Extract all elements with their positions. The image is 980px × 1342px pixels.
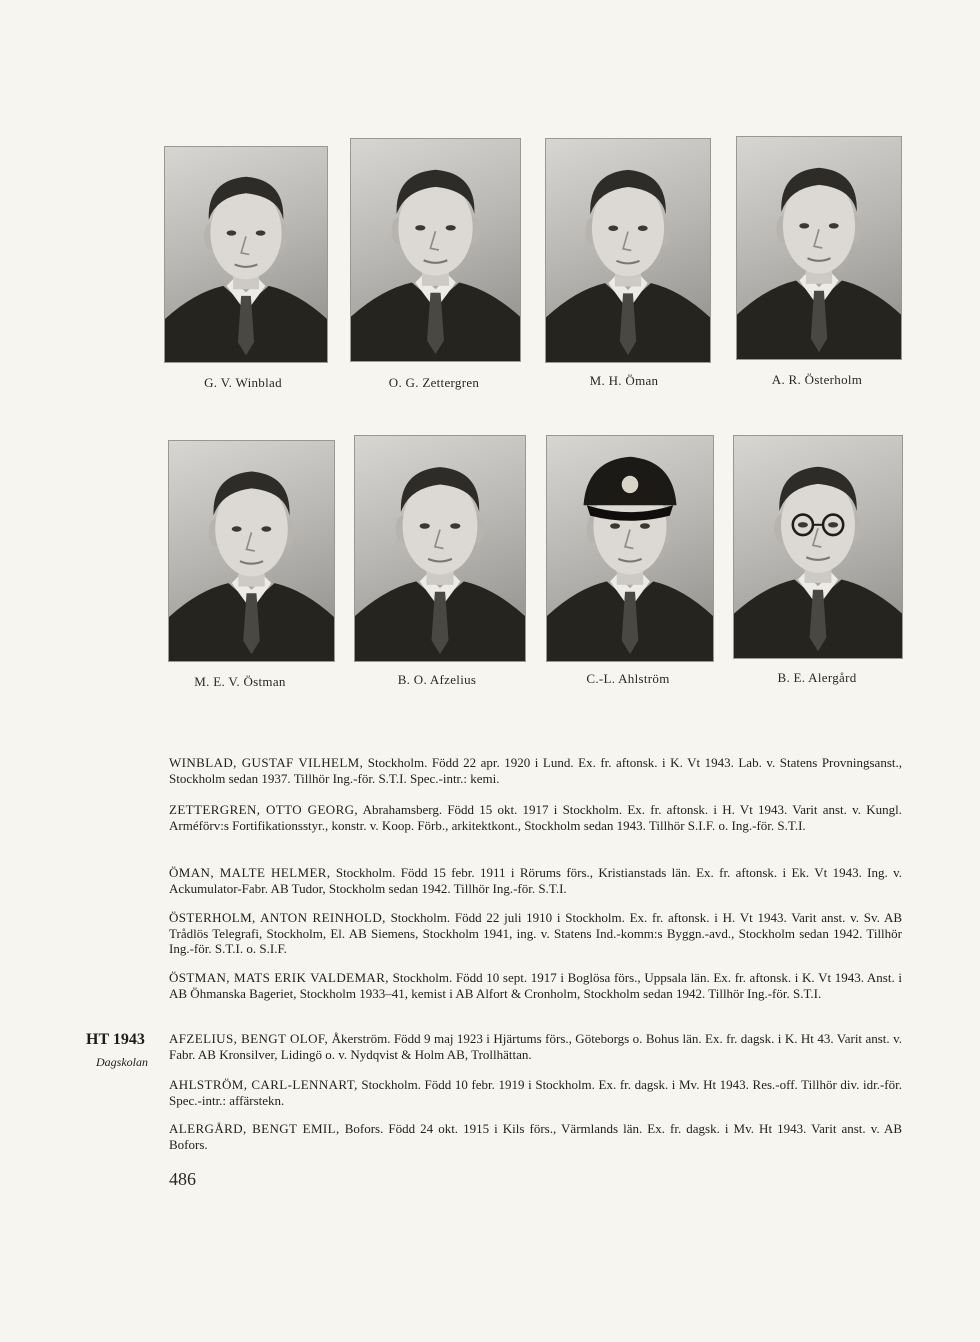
portrait-photo-afzelius [354,435,526,662]
bio-entry [169,1031,902,1062]
eye-shape [450,523,460,529]
bio-entry-name: ALERGÅRD, BENGT EMIL, [169,1121,340,1136]
bio-entry-text: Stockholm. Född 15 febr. 1911 i Rörums förs., Kristianstads län. Ex. fr. aftonsk. i Ek. Vt 1943. Ing. v. Ackumulator-Fabr. AB Tudor, Stockholm sedan 1942. Tillhör Ing.-för. S.T.I. [169,865,903,896]
portrait-caption: C.-L. Ahlström [586,671,670,686]
eye-shape [608,225,618,230]
portrait-photo-ostman [168,440,335,662]
section-sublabel: Dagskolan [96,1055,148,1069]
portrait-photo-oman [545,138,711,363]
eye-shape [610,523,620,529]
portrait-caption: B. E. Alergård [777,670,857,685]
eye-shape [798,522,808,527]
portrait-photo-zettergren [350,138,521,362]
bio-entry-name: ZETTERGREN, OTTO GEORG, [169,802,359,817]
eye-shape [829,223,839,228]
portrait-caption: M. E. V. Östman [194,674,286,689]
portrait-caption: A. R. Österholm [771,372,863,387]
page-number: 486 [169,1169,196,1189]
eye-shape [446,225,456,230]
portrait-caption: B. O. Afzelius [397,672,477,687]
eye-shape [261,526,271,531]
portrait-caption: O. G. Zettergren [388,375,480,390]
portrait-photo-osterholm [736,136,902,360]
portrait-photo-alergard [733,435,903,659]
eye-shape [828,522,838,527]
eye-shape [256,230,266,235]
bio-entry [169,802,902,833]
bio-entry-name: ÖMAN, MALTE HELMER, [169,865,331,880]
bio-entry-text: Bofors. Född 24 okt. 1915 i Kils förs., Värmlands län. Ex. fr. dagsk. i Mv. Ht 1943. Varit anst. v. AB Bofors. [169,1121,902,1152]
cap-badge-shape [622,476,639,493]
bio-entry-text: Abrahamsberg. Född 15 okt. 1917 i Stockholm. Ex. fr. aftonsk. i H. Vt 1943. Varit anst. v. Kungl. Arméförv:s Fortifikationsstyr., konstr. v. Koop. Förb., arkitektkont., Stockholm sedan 1943. Tillhör S.I.F. o. Ing.-för. S.T.I. [169,802,902,833]
eye-shape [227,230,237,235]
bio-entry [169,865,902,896]
eye-shape [232,526,242,531]
eye-shape [640,523,650,529]
eye-shape [415,225,425,230]
bio-entry [169,755,902,786]
portrait-caption: M. H. Öman [589,373,659,388]
bio-entry-text: Stockholm. Född 22 juli 1910 i Stockholm. Ex. fr. aftonsk. i H. Vt 1943. Varit anst. v. Sv. AB Trådlös Telegrafi, Stockholm, El. AB Siemens, Stockholm 1941, ing. v. Statens Ind.-komm:s Byggn.-avd., Stockholm sedan 1942. Tillhör Ing.-för. S.T.I. o. S.I.F. [169,910,903,956]
portrait-photo-ahlstrom [546,435,714,662]
portrait-caption: G. V. Winblad [204,375,282,390]
bio-entry-text: Stockholm. Född 22 apr. 1920 i Lund. Ex. fr. aftonsk. i K. Vt 1943. Lab. v. Statens Provningsanst., Stockholm sedan 1937. Tillhör Ing.-för. S.T.I. Spec.-intr.: kemi. [169,755,902,786]
eye-shape [799,223,809,228]
bio-entry [169,1121,902,1152]
bio-entry-name: WINBLAD, GUSTAF VILHELM, [169,755,364,770]
bio-entry-text: Stockholm. Född 10 febr. 1919 i Stockholm. Ex. fr. dagsk. i Mv. Ht 1943. Res.-off. Tillhör div. idr.-för. Spec.-intr.: affärstekn. [169,1077,903,1108]
bio-entry-text: Stockholm. Född 10 sept. 1917 i Boglösa förs., Uppsala län. Ex. fr. aftonsk. i K. Vt 1943. Anst. i AB Öhmanska Bageriet, Stockholm 1933–41, kemist i AB Alfort & Cronholm, Stockholm sedan 1942. Tillhör Ing.-för. S.T.I. [169,970,902,1001]
bio-entry [169,1077,902,1108]
bio-entry-name: AHLSTRÖM, CARL-LENNART, [169,1077,358,1092]
bio-entry-name: ÖSTERHOLM, ANTON REINHOLD, [169,910,386,925]
eye-shape [638,225,648,230]
portrait-photo-winblad [164,146,328,363]
bio-entry-name: ÖSTMAN, MATS ERIK VALDEMAR, [169,970,389,985]
bio-entry [169,910,902,957]
section-label: HT 1943 [86,1031,145,1048]
bio-entry-name: AFZELIUS, BENGT OLOF, [169,1031,329,1046]
eye-shape [420,523,430,529]
bio-entry-text: Åkerström. Född 9 maj 1923 i Hjärtums förs., Göteborgs o. Bohus län. Ex. fr. dagsk. i K. Ht 43. Varit anst. v. Fabr. AB Kronsilver, Lidingö o. v. Nydqvist & Holm AB, Trollhättan. [169,1031,903,1062]
bio-entry [169,970,902,1001]
